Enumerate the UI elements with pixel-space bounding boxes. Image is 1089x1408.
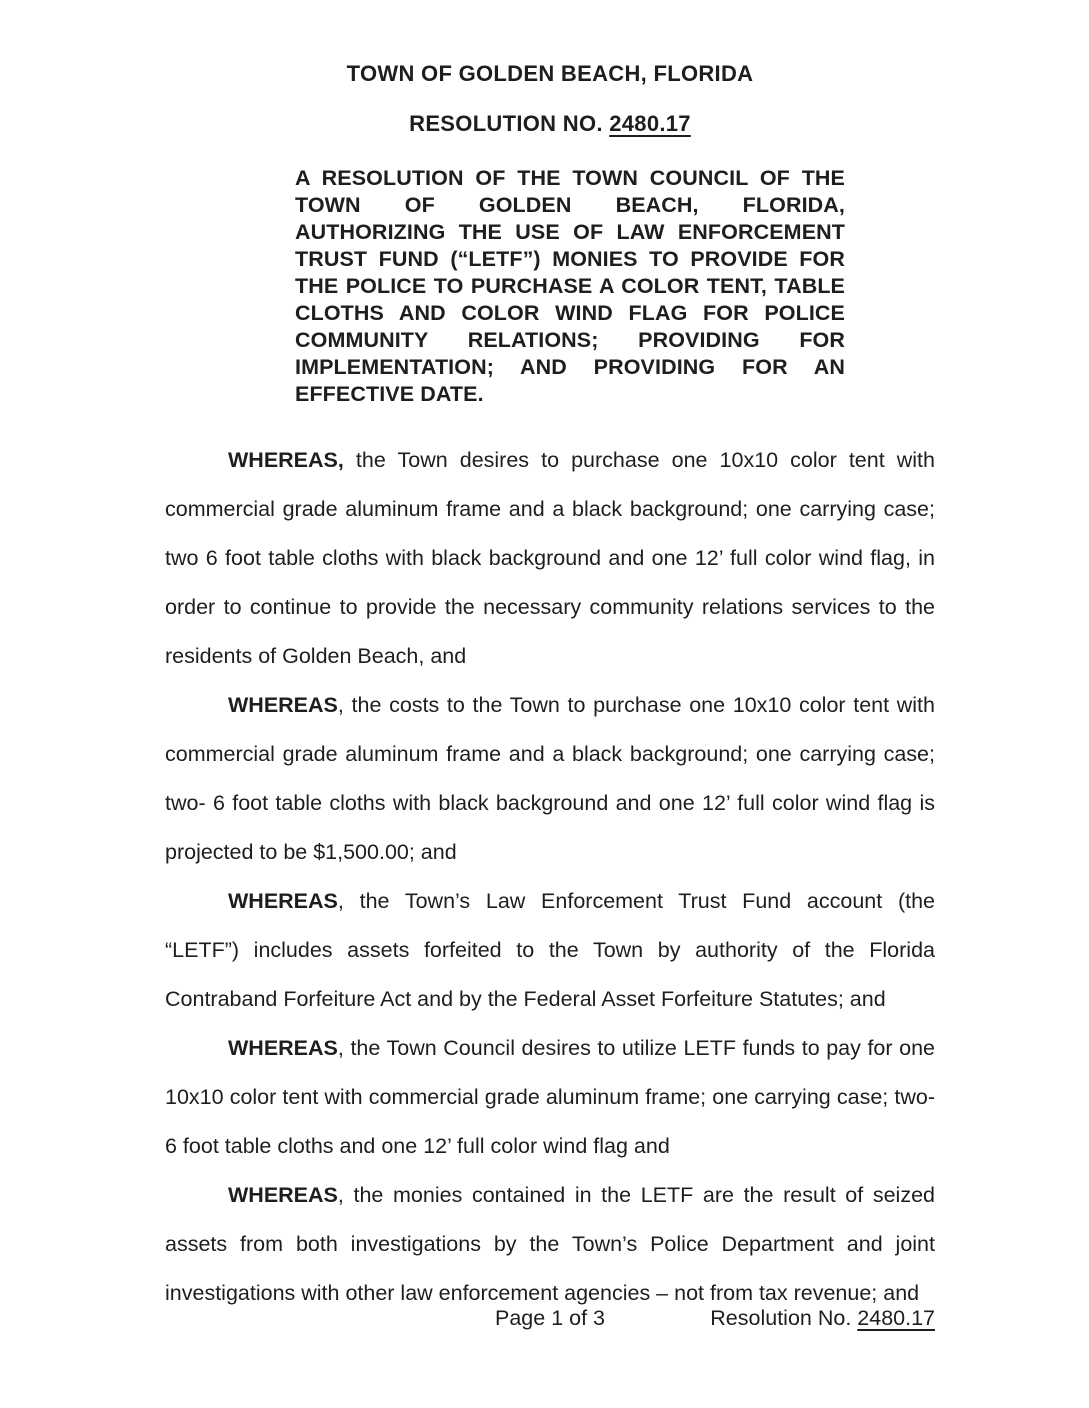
whereas-paragraph-3 bbox=[165, 877, 935, 1024]
footer-resolution-number: 2480.17 bbox=[857, 1306, 935, 1330]
whereas-paragraph-5 bbox=[165, 1171, 935, 1318]
whereas-lead: WHEREAS bbox=[228, 1183, 338, 1207]
resolution-heading-number: 2480.17 bbox=[609, 111, 691, 136]
whereas-paragraph-1 bbox=[165, 436, 935, 681]
page-number-indicator: Page 1 of 3 bbox=[495, 1306, 605, 1330]
whereas-paragraph-4 bbox=[165, 1024, 935, 1171]
resolution-heading-label: RESOLUTION NO. bbox=[409, 111, 603, 136]
whereas-text: , the costs to the Town to purchase one 10x10 color tent with commercial grade aluminum frame and a black background; one carrying case; two- 6 foot table cloths with black background and one 12’ full color wind flag is projected to be $1,500.00; and bbox=[165, 693, 935, 864]
whereas-lead: WHEREAS bbox=[228, 889, 338, 913]
whereas-text: , the Town Council desires to utilize LETF funds to pay for one 10x10 color tent with commercial grade aluminum frame; one carrying case; two- 6 foot table cloths and one 12’ full color wind flag and bbox=[165, 1036, 935, 1158]
whereas-lead: WHEREAS bbox=[228, 1036, 338, 1060]
whereas-text: , the monies contained in the LETF are the result of seized assets from both investigations by the Town’s Police Department and joint investigations with other law enforcement agencies – not from tax revenue; and bbox=[165, 1183, 935, 1305]
whereas-lead: WHEREAS bbox=[228, 693, 338, 717]
resolution-heading bbox=[165, 111, 935, 137]
whereas-paragraph-2 bbox=[165, 681, 935, 877]
page-footer bbox=[165, 1306, 935, 1346]
whereas-text: the Town desires to purchase one 10x10 color tent with commercial grade aluminum frame and a black background; one carrying case; two 6 foot table cloths with black background and one 12’ full color wind flag, in order to continue to provide the necessary community relations services to the residents of Golden Beach, and bbox=[165, 448, 935, 668]
footer-resolution-label: Resolution No. bbox=[710, 1306, 852, 1330]
whereas-lead: WHEREAS, bbox=[228, 448, 344, 472]
document-content bbox=[165, 0, 935, 1318]
resolution-body bbox=[165, 436, 935, 1318]
whereas-text: , the Town’s Law Enforcement Trust Fund account (the “LETF”) includes assets forfeited to the Town by authority of the Florida Contraband Forfeiture Act and by the Federal Asset Forfeiture Statutes; and bbox=[165, 889, 935, 1011]
footer-resolution-reference bbox=[710, 1306, 935, 1331]
resolution-summary-caption: A RESOLUTION OF THE TOWN COUNCIL OF THE TOWN OF GOLDEN BEACH, FLORIDA, AUTHORIZING THE USE OF LAW ENFORCEMENT TRUST FUND (“LETF”) MONIES TO PROVIDE FOR THE POLICE TO PURCHASE A COLOR TENT, TABLE CLOTHS AND COLOR WIND FLAG FOR POLICE COMMUNITY RELATIONS; PROVIDING FOR IMPLEMENTATION; AND PROVIDING FOR AN EFFECTIVE DATE. bbox=[295, 166, 845, 406]
document-title: TOWN OF GOLDEN BEACH, FLORIDA bbox=[346, 61, 754, 86]
